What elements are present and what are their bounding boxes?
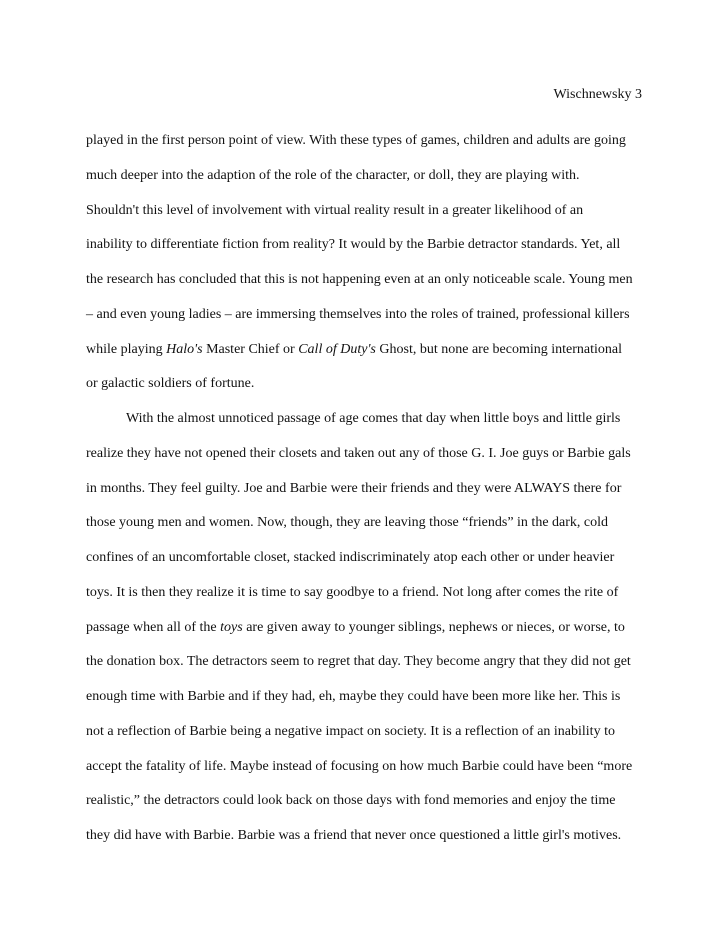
text-line: accept the fatality of life. Maybe instead of focusing on how much Barbie could have been “more: [86, 758, 633, 774]
text-line: realize they have not opened their closets and taken out any of those G. I. Joe guys or Barbie gals: [86, 445, 631, 461]
text-segment: Ghost, but none are becoming international: [375, 341, 622, 357]
text-line: Shouldn't this level of involvement with virtual reality result in a greater likelihood of an: [86, 202, 584, 218]
text-line: they did have with Barbie. Barbie was a friend that never once questioned a little girl's motives.: [86, 828, 622, 843]
game-title-call-of-duty: Call of Duty's: [298, 341, 376, 357]
emphasis-toys: toys: [220, 619, 243, 635]
paragraph-1: [86, 124, 646, 402]
text-line: or galactic soldiers of fortune.: [86, 376, 255, 392]
text-line: the research has concluded that this is not happening even at an only noticeable scale. Young men: [86, 272, 633, 287]
text-line: not a reflection of Barbie being a negative impact on society. It is a reflection of an inability to: [86, 723, 615, 739]
paragraph-2: [86, 402, 646, 854]
text-line: in months. They feel guilty. Joe and Barbie were their friends and they were ALWAYS there for: [86, 480, 622, 496]
text-line: [86, 333, 646, 368]
text-line: enough time with Barbie and if they had, eh, maybe they could have been more like her. This is: [86, 689, 621, 704]
text-line: those young men and women. Now, though, they are leaving those “friends” in the dark, cold: [86, 515, 609, 531]
text-line: toys. It is then they realize it is time to say goodbye to a friend. Not long after comes the rite of: [86, 584, 619, 600]
text-line: With the almost unnoticed passage of age comes that day when little boys and little girls: [126, 411, 621, 426]
text-line: the donation box. The detractors seem to regret that day. They become angry that they did not get: [86, 654, 631, 670]
text-line: – and even young ladies – are immersing themselves into the roles of trained, professional killers: [86, 306, 630, 322]
text-line: much deeper into the adaption of the role of the character, or doll, they are playing with.: [86, 167, 580, 183]
text-line: played in the first person point of view. With these types of games, children and adults are going: [86, 133, 626, 148]
text-segment: are given away to younger siblings, nephews or nieces, or worse, to: [242, 619, 625, 635]
text-line: confines of an uncomfortable closet, stacked indiscriminately atop each other or under heavier: [86, 550, 615, 565]
text-segment: Master Chief or: [202, 341, 299, 357]
text-line: inability to differentiate fiction from reality? It would by the Barbie detractor standards. Yet, all: [86, 237, 621, 253]
text-segment: while playing: [86, 341, 167, 357]
document-body: [86, 124, 646, 854]
text-line: [86, 611, 646, 646]
game-title-halo: Halo's: [166, 341, 203, 357]
text-segment: passage when all of the: [86, 619, 221, 635]
running-header: Wischnewsky 3: [553, 87, 642, 102]
text-line: realistic,” the detractors could look back on those days with fond memories and enjoy the time: [86, 793, 616, 809]
